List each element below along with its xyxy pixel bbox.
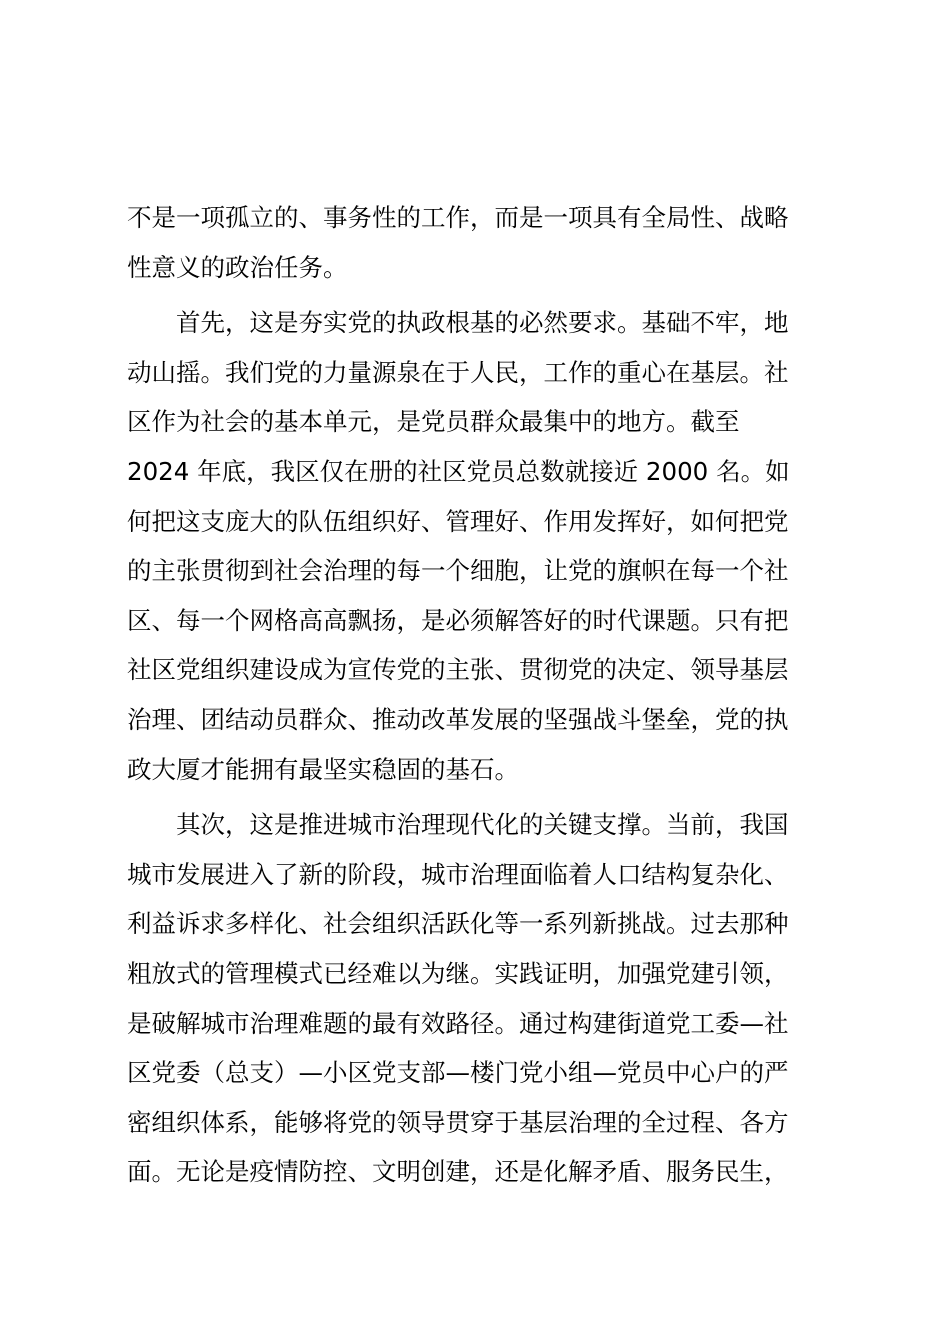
text-line: 粗放式的管理模式已经难以为继。实践证明，加强党建引领， bbox=[127, 958, 789, 988]
text-line: 密组织体系，能够将党的领导贯穿于基层治理的全过程、各方 bbox=[127, 1107, 789, 1137]
text-line: 政大厦才能拥有最坚实稳固的基石。 bbox=[127, 754, 519, 784]
text-line: 面。无论是疫情防控、文明创建，还是化解矛盾、服务民生， bbox=[127, 1157, 789, 1187]
paragraph-2 bbox=[127, 298, 827, 794]
paragraph-1 bbox=[127, 193, 827, 292]
text-line: 其次，这是推进城市治理现代化的关键支撑。当前，我国 bbox=[176, 810, 789, 840]
text-line: 2024 年底，我区仅在册的社区党员总数就接近 2000 名。如 bbox=[127, 456, 790, 486]
text-line: 的主张贯彻到社会治理的每一个细胞，让党的旗帜在每一个社 bbox=[127, 556, 789, 586]
text-line: 首先，这是夯实党的执政根基的必然要求。基础不牢，地 bbox=[176, 308, 789, 338]
text-line: 社区党组织建设成为宣传党的主张、贯彻党的决定、领导基层 bbox=[127, 655, 789, 685]
text-line: 性意义的政治任务。 bbox=[127, 252, 348, 282]
text-line: 不是一项孤立的、事务性的工作，而是一项具有全局性、战略 bbox=[127, 203, 789, 232]
body-text bbox=[127, 193, 827, 1197]
text-line: 区作为社会的基本单元，是党员群众最集中的地方。截至 bbox=[127, 407, 740, 437]
text-line: 是破解城市治理难题的最有效路径。通过构建街道党工委—社 bbox=[127, 1008, 789, 1038]
text-line: 利益诉求多样化、社会组织活跃化等一系列新挑战。过去那种 bbox=[127, 909, 789, 939]
text-line: 治理、团结动员群众、推动改革发展的坚强战斗堡垒，党的执 bbox=[127, 704, 789, 734]
text-line: 何把这支庞大的队伍组织好、管理好、作用发挥好，如何把党 bbox=[127, 506, 789, 536]
text-line: 城市发展进入了新的阶段，城市治理面临着人口结构复杂化、 bbox=[127, 859, 789, 889]
paragraph-3 bbox=[127, 800, 827, 1197]
text-line: 区党委（总支）—小区党支部—楼门党小组—党员中心户的严 bbox=[127, 1058, 789, 1088]
text-line: 区、每一个网格高高飘扬，是必须解答好的时代课题。只有把 bbox=[127, 605, 789, 635]
text-line: 动山摇。我们党的力量源泉在于人民，工作的重心在基层。社 bbox=[127, 357, 789, 387]
